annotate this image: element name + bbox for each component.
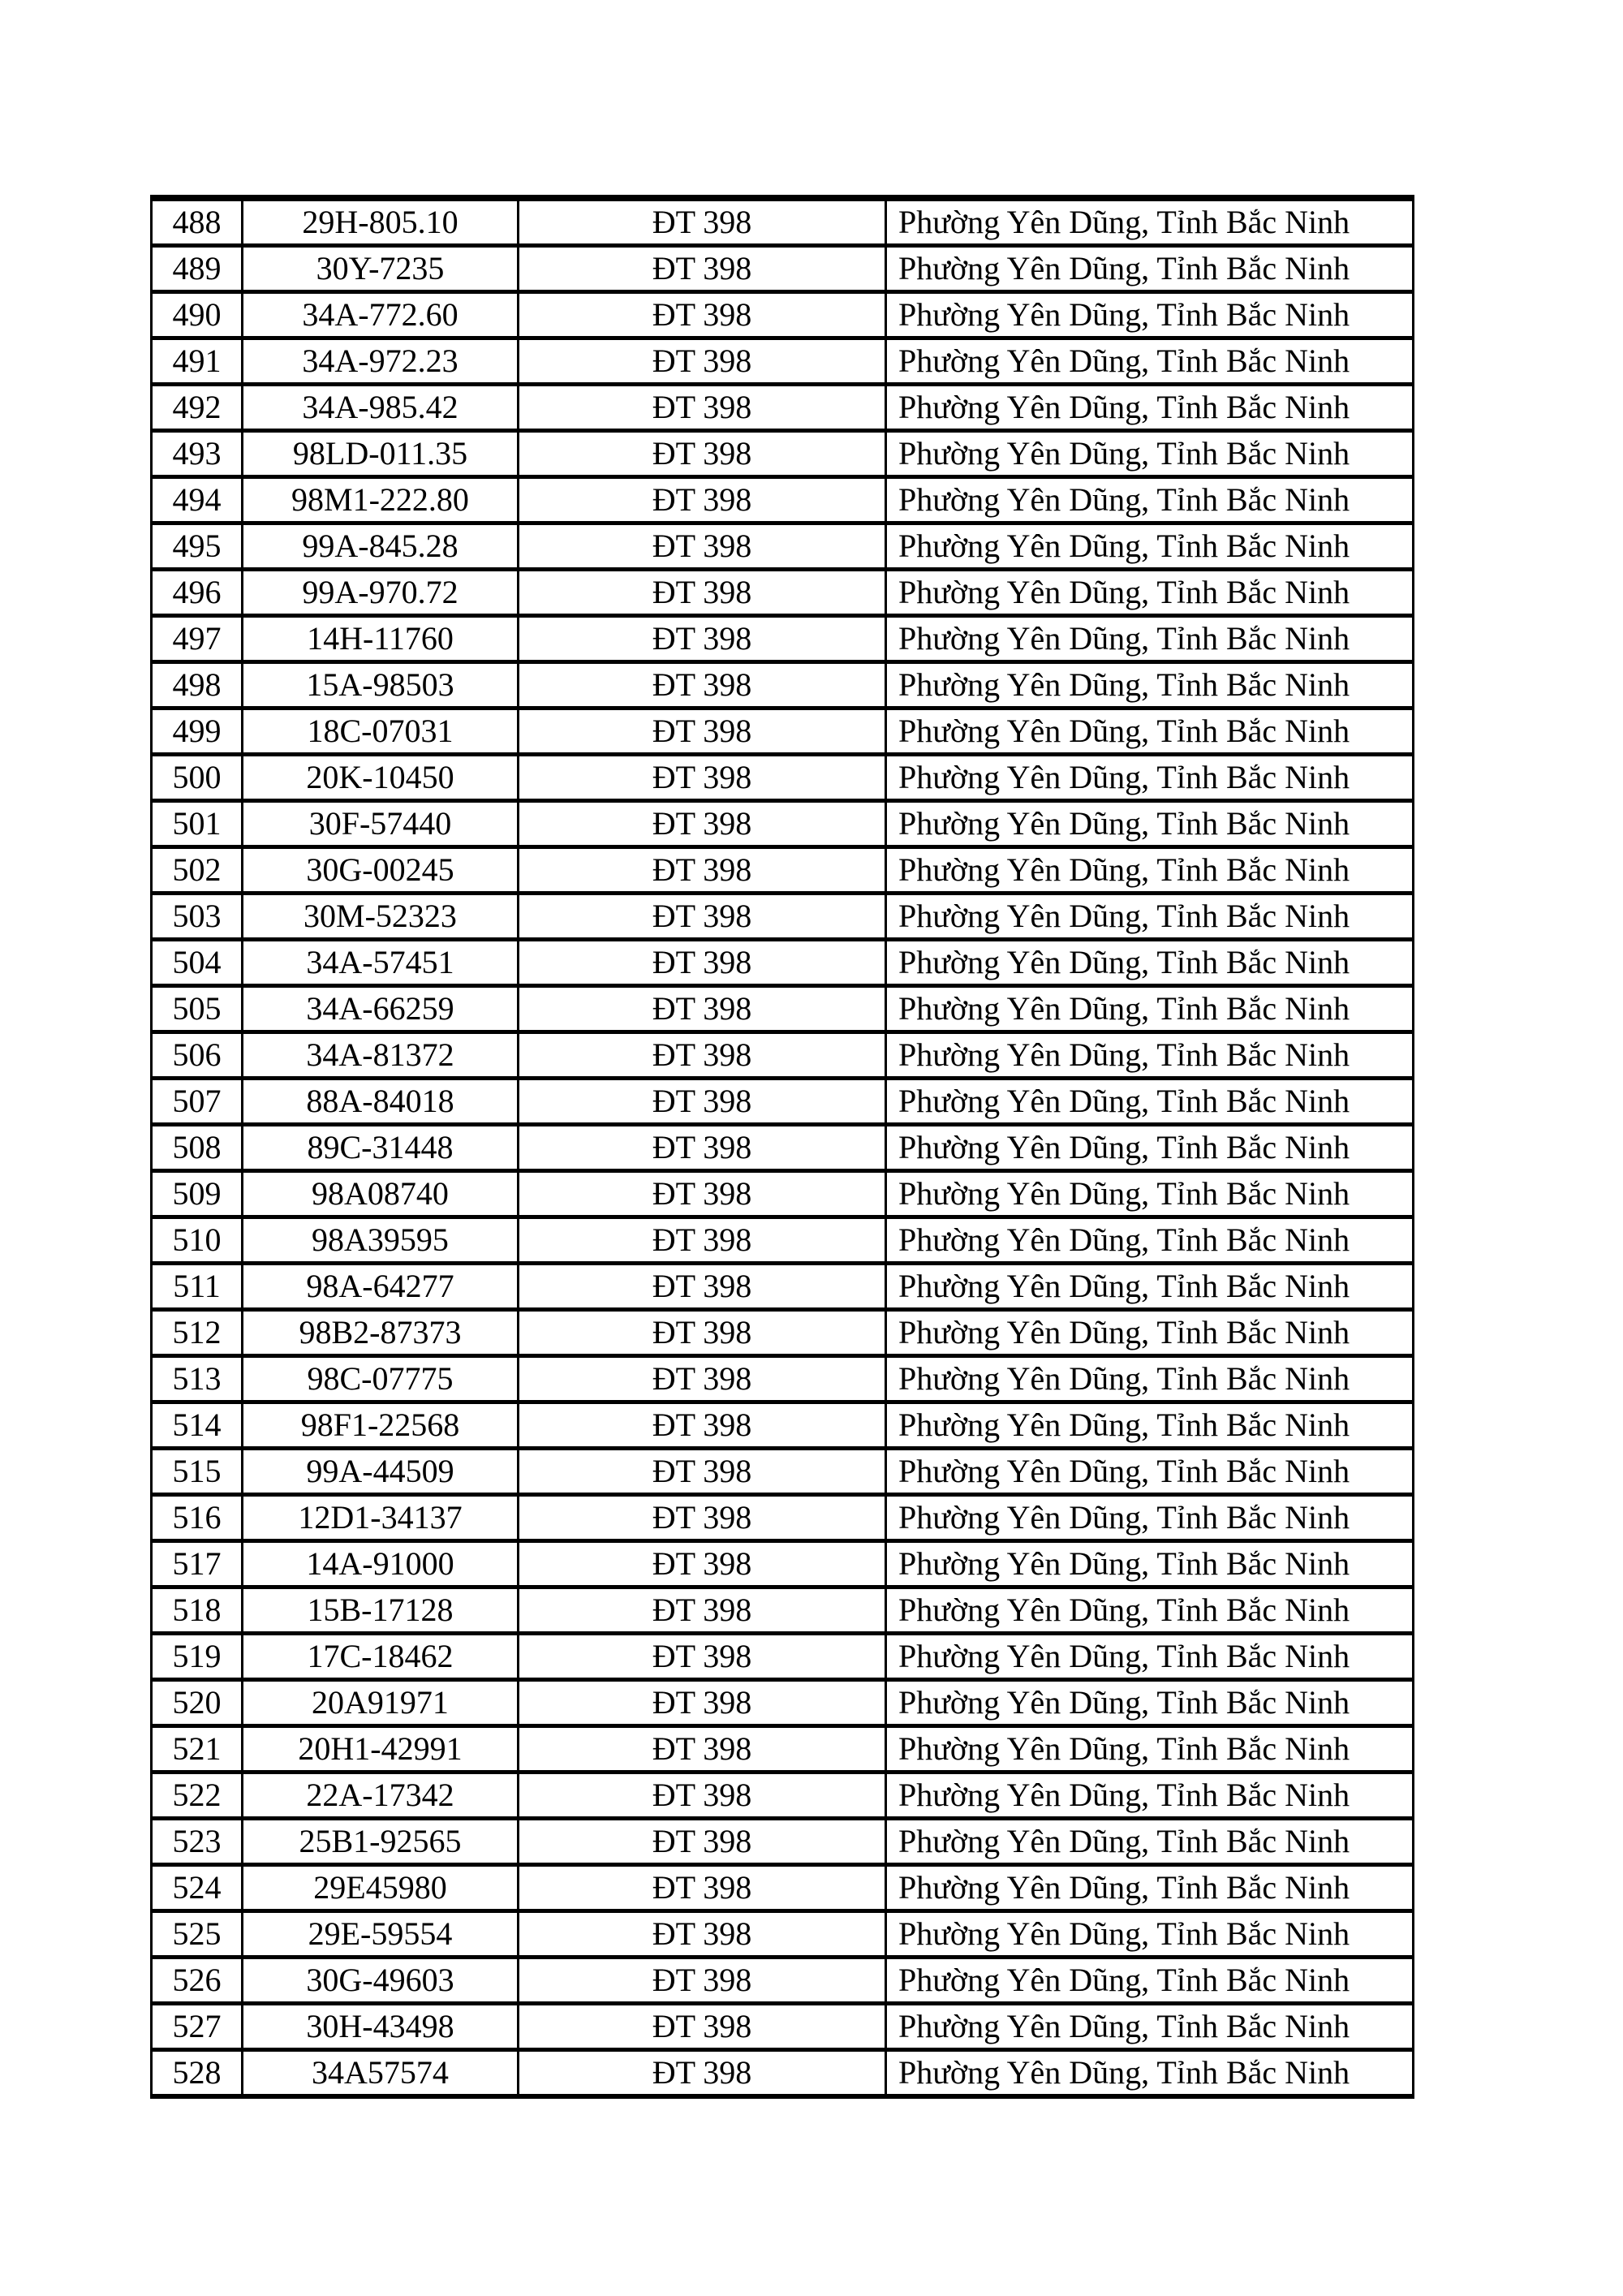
plate-number-cell: 30M-52323 — [243, 894, 519, 940]
location-cell: Phường Yên Dũng, Tỉnh Bắc Ninh — [886, 801, 1414, 847]
row-number-cell: 489 — [152, 246, 243, 292]
location-cell: Phường Yên Dũng, Tỉnh Bắc Ninh — [886, 385, 1414, 431]
location-cell: Phường Yên Dũng, Tỉnh Bắc Ninh — [886, 431, 1414, 477]
location-cell: Phường Yên Dũng, Tỉnh Bắc Ninh — [886, 570, 1414, 616]
table-row — [152, 940, 1414, 986]
plate-number-cell: 98B2-87373 — [243, 1310, 519, 1356]
table-row — [152, 1495, 1414, 1541]
table-row — [152, 1079, 1414, 1125]
location-cell: Phường Yên Dũng, Tỉnh Bắc Ninh — [886, 1865, 1414, 1911]
table-row — [152, 616, 1414, 662]
location-cell: Phường Yên Dũng, Tỉnh Bắc Ninh — [886, 1773, 1414, 1819]
road-cell: ĐT 398 — [519, 477, 886, 523]
plate-number-cell: 29H-805.10 — [243, 198, 519, 246]
location-cell: Phường Yên Dũng, Tỉnh Bắc Ninh — [886, 1310, 1414, 1356]
road-cell: ĐT 398 — [519, 662, 886, 709]
plate-number-cell: 98LD-011.35 — [243, 431, 519, 477]
row-number-cell: 510 — [152, 1217, 243, 1264]
location-cell: Phường Yên Dũng, Tỉnh Bắc Ninh — [886, 662, 1414, 709]
road-cell: ĐT 398 — [519, 1495, 886, 1541]
location-cell: Phường Yên Dũng, Tỉnh Bắc Ninh — [886, 2004, 1414, 2050]
table-row — [152, 801, 1414, 847]
table-row — [152, 385, 1414, 431]
road-cell: ĐT 398 — [519, 755, 886, 801]
row-number-cell: 517 — [152, 1541, 243, 1587]
row-number-cell: 526 — [152, 1958, 243, 2004]
location-cell: Phường Yên Dũng, Tỉnh Bắc Ninh — [886, 940, 1414, 986]
plate-number-cell: 30G-49603 — [243, 1958, 519, 2004]
road-cell: ĐT 398 — [519, 431, 886, 477]
table-row — [152, 1171, 1414, 1217]
plate-number-cell: 18C-07031 — [243, 709, 519, 755]
row-number-cell: 495 — [152, 523, 243, 570]
road-cell: ĐT 398 — [519, 1402, 886, 1449]
row-number-cell: 511 — [152, 1264, 243, 1310]
table-row — [152, 662, 1414, 709]
road-cell: ĐT 398 — [519, 1264, 886, 1310]
location-cell: Phường Yên Dũng, Tỉnh Bắc Ninh — [886, 847, 1414, 894]
table-row — [152, 1125, 1414, 1171]
location-cell: Phường Yên Dũng, Tỉnh Bắc Ninh — [886, 1217, 1414, 1264]
row-number-cell: 508 — [152, 1125, 243, 1171]
row-number-cell: 491 — [152, 338, 243, 385]
location-cell: Phường Yên Dũng, Tỉnh Bắc Ninh — [886, 2050, 1414, 2097]
row-number-cell: 506 — [152, 1032, 243, 1079]
row-number-cell: 497 — [152, 616, 243, 662]
road-cell: ĐT 398 — [519, 616, 886, 662]
plate-number-cell: 99A-845.28 — [243, 523, 519, 570]
row-number-cell: 502 — [152, 847, 243, 894]
road-cell: ĐT 398 — [519, 1310, 886, 1356]
plate-number-cell: 34A-985.42 — [243, 385, 519, 431]
plate-number-cell: 98F1-22568 — [243, 1402, 519, 1449]
plate-number-cell: 22A-17342 — [243, 1773, 519, 1819]
location-cell: Phường Yên Dũng, Tỉnh Bắc Ninh — [886, 1587, 1414, 1634]
table-row — [152, 1865, 1414, 1911]
location-cell: Phường Yên Dũng, Tỉnh Bắc Ninh — [886, 1726, 1414, 1773]
row-number-cell: 509 — [152, 1171, 243, 1217]
table-row — [152, 523, 1414, 570]
road-cell: ĐT 398 — [519, 1217, 886, 1264]
table-row — [152, 338, 1414, 385]
table-row — [152, 709, 1414, 755]
row-number-cell: 504 — [152, 940, 243, 986]
plate-number-cell: 29E45980 — [243, 1865, 519, 1911]
row-number-cell: 516 — [152, 1495, 243, 1541]
row-number-cell: 512 — [152, 1310, 243, 1356]
plate-number-cell: 99A-44509 — [243, 1449, 519, 1495]
road-cell: ĐT 398 — [519, 1356, 886, 1402]
road-cell: ĐT 398 — [519, 894, 886, 940]
plate-number-cell: 34A-57451 — [243, 940, 519, 986]
row-number-cell: 501 — [152, 801, 243, 847]
table-row — [152, 1356, 1414, 1402]
plate-number-cell: 34A57574 — [243, 2050, 519, 2097]
road-cell: ĐT 398 — [519, 1958, 886, 2004]
row-number-cell: 524 — [152, 1865, 243, 1911]
table-row — [152, 1911, 1414, 1958]
location-cell: Phường Yên Dũng, Tỉnh Bắc Ninh — [886, 1264, 1414, 1310]
plate-number-cell: 20K-10450 — [243, 755, 519, 801]
table-row — [152, 1773, 1414, 1819]
location-cell: Phường Yên Dũng, Tỉnh Bắc Ninh — [886, 1958, 1414, 2004]
plate-number-cell: 98C-07775 — [243, 1356, 519, 1402]
location-cell: Phường Yên Dũng, Tỉnh Bắc Ninh — [886, 1680, 1414, 1726]
plate-number-cell: 30F-57440 — [243, 801, 519, 847]
plate-number-cell: 30Y-7235 — [243, 246, 519, 292]
location-cell: Phường Yên Dũng, Tỉnh Bắc Ninh — [886, 616, 1414, 662]
road-cell: ĐT 398 — [519, 1773, 886, 1819]
row-number-cell: 499 — [152, 709, 243, 755]
location-cell: Phường Yên Dũng, Tỉnh Bắc Ninh — [886, 709, 1414, 755]
location-cell: Phường Yên Dũng, Tỉnh Bắc Ninh — [886, 1449, 1414, 1495]
row-number-cell: 500 — [152, 755, 243, 801]
plate-number-cell: 30G-00245 — [243, 847, 519, 894]
table-row — [152, 198, 1414, 246]
row-number-cell: 521 — [152, 1726, 243, 1773]
road-cell: ĐT 398 — [519, 1634, 886, 1680]
location-cell: Phường Yên Dũng, Tỉnh Bắc Ninh — [886, 755, 1414, 801]
plate-number-cell: 15A-98503 — [243, 662, 519, 709]
table-row — [152, 1264, 1414, 1310]
road-cell: ĐT 398 — [519, 385, 886, 431]
plate-number-cell: 98A-64277 — [243, 1264, 519, 1310]
row-number-cell: 492 — [152, 385, 243, 431]
table-row — [152, 894, 1414, 940]
table-row — [152, 1217, 1414, 1264]
table-row — [152, 1819, 1414, 1865]
row-number-cell: 507 — [152, 1079, 243, 1125]
table-row — [152, 431, 1414, 477]
table-row — [152, 1680, 1414, 1726]
row-number-cell: 498 — [152, 662, 243, 709]
road-cell: ĐT 398 — [519, 1680, 886, 1726]
road-cell: ĐT 398 — [519, 292, 886, 338]
row-number-cell: 494 — [152, 477, 243, 523]
location-cell: Phường Yên Dũng, Tỉnh Bắc Ninh — [886, 1819, 1414, 1865]
location-cell: Phường Yên Dũng, Tỉnh Bắc Ninh — [886, 1356, 1414, 1402]
plate-number-cell: 98M1-222.80 — [243, 477, 519, 523]
plate-number-cell: 34A-772.60 — [243, 292, 519, 338]
plate-number-cell: 14H-11760 — [243, 616, 519, 662]
row-number-cell: 519 — [152, 1634, 243, 1680]
road-cell: ĐT 398 — [519, 1079, 886, 1125]
location-cell: Phường Yên Dũng, Tỉnh Bắc Ninh — [886, 894, 1414, 940]
row-number-cell: 515 — [152, 1449, 243, 1495]
table-row — [152, 292, 1414, 338]
road-cell: ĐT 398 — [519, 2050, 886, 2097]
road-cell: ĐT 398 — [519, 523, 886, 570]
location-cell: Phường Yên Dũng, Tỉnh Bắc Ninh — [886, 1032, 1414, 1079]
table-body — [152, 198, 1414, 2096]
plate-number-cell: 34A-972.23 — [243, 338, 519, 385]
table-row — [152, 1310, 1414, 1356]
table-row — [152, 1032, 1414, 1079]
table-row — [152, 1587, 1414, 1634]
table-row — [152, 1402, 1414, 1449]
table-row — [152, 2050, 1414, 2097]
road-cell: ĐT 398 — [519, 1171, 886, 1217]
plate-number-cell: 15B-17128 — [243, 1587, 519, 1634]
location-cell: Phường Yên Dũng, Tỉnh Bắc Ninh — [886, 1495, 1414, 1541]
road-cell: ĐT 398 — [519, 847, 886, 894]
table-row — [152, 477, 1414, 523]
row-number-cell: 488 — [152, 198, 243, 246]
plate-number-cell: 14A-91000 — [243, 1541, 519, 1587]
plate-number-cell: 25B1-92565 — [243, 1819, 519, 1865]
road-cell: ĐT 398 — [519, 246, 886, 292]
plate-number-cell: 12D1-34137 — [243, 1495, 519, 1541]
location-cell: Phường Yên Dũng, Tỉnh Bắc Ninh — [886, 1911, 1414, 1958]
road-cell: ĐT 398 — [519, 940, 886, 986]
table-row — [152, 2004, 1414, 2050]
row-number-cell: 527 — [152, 2004, 243, 2050]
table-row — [152, 1449, 1414, 1495]
road-cell: ĐT 398 — [519, 1865, 886, 1911]
plate-number-cell: 30H-43498 — [243, 2004, 519, 2050]
location-cell: Phường Yên Dũng, Tỉnh Bắc Ninh — [886, 523, 1414, 570]
location-cell: Phường Yên Dũng, Tỉnh Bắc Ninh — [886, 246, 1414, 292]
plate-number-cell: 20A91971 — [243, 1680, 519, 1726]
road-cell: ĐT 398 — [519, 570, 886, 616]
road-cell: ĐT 398 — [519, 1587, 886, 1634]
table-row — [152, 847, 1414, 894]
table-row — [152, 246, 1414, 292]
road-cell: ĐT 398 — [519, 986, 886, 1032]
road-cell: ĐT 398 — [519, 1449, 886, 1495]
location-cell: Phường Yên Dũng, Tỉnh Bắc Ninh — [886, 1402, 1414, 1449]
road-cell: ĐT 398 — [519, 1541, 886, 1587]
plate-number-cell: 34A-81372 — [243, 1032, 519, 1079]
row-number-cell: 528 — [152, 2050, 243, 2097]
vehicle-plate-table — [150, 195, 1414, 2099]
plate-number-cell: 29E-59554 — [243, 1911, 519, 1958]
road-cell: ĐT 398 — [519, 1125, 886, 1171]
row-number-cell: 505 — [152, 986, 243, 1032]
road-cell: ĐT 398 — [519, 1819, 886, 1865]
plate-number-cell: 17C-18462 — [243, 1634, 519, 1680]
location-cell: Phường Yên Dũng, Tỉnh Bắc Ninh — [886, 1079, 1414, 1125]
plate-number-cell: 89C-31448 — [243, 1125, 519, 1171]
plate-number-cell: 98A08740 — [243, 1171, 519, 1217]
table-row — [152, 1958, 1414, 2004]
table-row — [152, 1726, 1414, 1773]
location-cell: Phường Yên Dũng, Tỉnh Bắc Ninh — [886, 1171, 1414, 1217]
plate-number-cell: 99A-970.72 — [243, 570, 519, 616]
road-cell: ĐT 398 — [519, 1032, 886, 1079]
table-row — [152, 1634, 1414, 1680]
row-number-cell: 513 — [152, 1356, 243, 1402]
location-cell: Phường Yên Dũng, Tỉnh Bắc Ninh — [886, 1125, 1414, 1171]
row-number-cell: 523 — [152, 1819, 243, 1865]
row-number-cell: 525 — [152, 1911, 243, 1958]
road-cell: ĐT 398 — [519, 1726, 886, 1773]
row-number-cell: 520 — [152, 1680, 243, 1726]
table-row — [152, 755, 1414, 801]
road-cell: ĐT 398 — [519, 709, 886, 755]
row-number-cell: 522 — [152, 1773, 243, 1819]
road-cell: ĐT 398 — [519, 338, 886, 385]
table-row — [152, 986, 1414, 1032]
location-cell: Phường Yên Dũng, Tỉnh Bắc Ninh — [886, 292, 1414, 338]
row-number-cell: 493 — [152, 431, 243, 477]
location-cell: Phường Yên Dũng, Tỉnh Bắc Ninh — [886, 986, 1414, 1032]
road-cell: ĐT 398 — [519, 1911, 886, 1958]
row-number-cell: 518 — [152, 1587, 243, 1634]
table-row — [152, 1541, 1414, 1587]
road-cell: ĐT 398 — [519, 2004, 886, 2050]
location-cell: Phường Yên Dũng, Tỉnh Bắc Ninh — [886, 198, 1414, 246]
plate-number-cell: 88A-84018 — [243, 1079, 519, 1125]
location-cell: Phường Yên Dũng, Tỉnh Bắc Ninh — [886, 1541, 1414, 1587]
row-number-cell: 514 — [152, 1402, 243, 1449]
row-number-cell: 496 — [152, 570, 243, 616]
location-cell: Phường Yên Dũng, Tỉnh Bắc Ninh — [886, 1634, 1414, 1680]
plate-number-cell: 20H1-42991 — [243, 1726, 519, 1773]
road-cell: ĐT 398 — [519, 198, 886, 246]
road-cell: ĐT 398 — [519, 801, 886, 847]
location-cell: Phường Yên Dũng, Tỉnh Bắc Ninh — [886, 477, 1414, 523]
table-row — [152, 570, 1414, 616]
location-cell: Phường Yên Dũng, Tỉnh Bắc Ninh — [886, 338, 1414, 385]
row-number-cell: 490 — [152, 292, 243, 338]
row-number-cell: 503 — [152, 894, 243, 940]
plate-number-cell: 98A39595 — [243, 1217, 519, 1264]
plate-number-cell: 34A-66259 — [243, 986, 519, 1032]
